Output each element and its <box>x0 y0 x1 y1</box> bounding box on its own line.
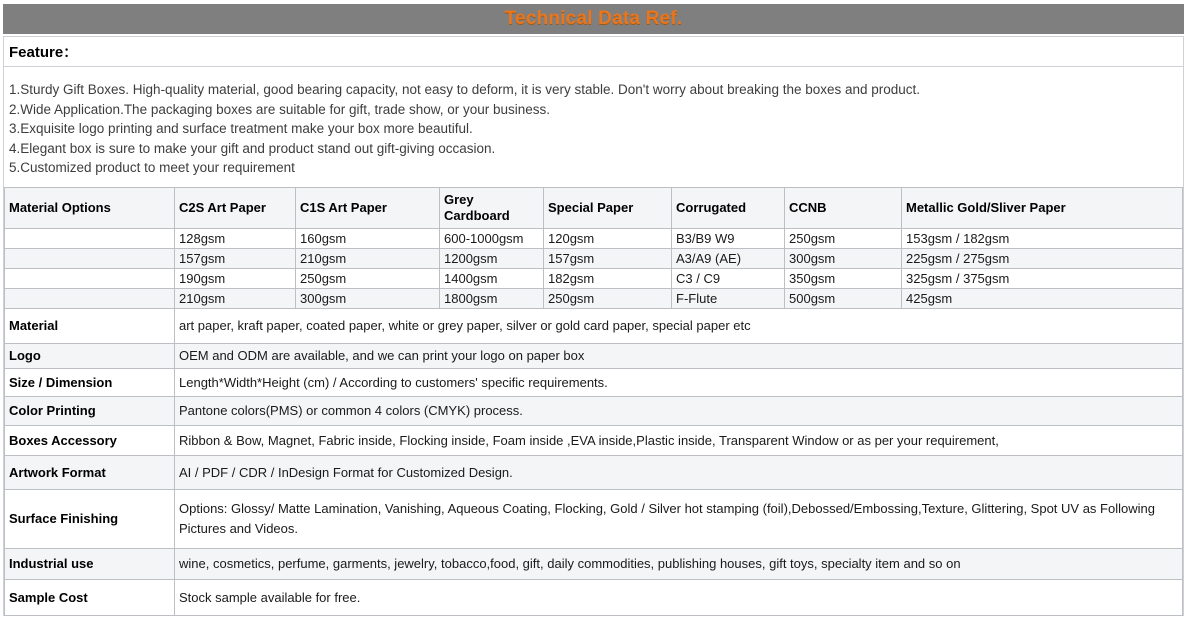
feature-heading: Feature： <box>4 37 1183 67</box>
col-header-c1s-art-paper: C1S Art Paper <box>296 187 440 228</box>
table-cell: A3/A9 (AE) <box>672 248 785 268</box>
table-cell: C3 / C9 <box>672 268 785 288</box>
table-row <box>5 579 1183 615</box>
table-cell: 120gsm <box>544 228 672 248</box>
table-row <box>5 228 1183 248</box>
table-cell: 425gsm <box>902 288 1183 308</box>
table-cell <box>5 288 175 308</box>
spec-value-boxes-accessory: Ribbon & Bow, Magnet, Fabric inside, Flocking inside, Foam inside ,EVA inside,Plastic inside, Transparent Window or as per your requirement, <box>175 425 1183 455</box>
table-cell: 160gsm <box>296 228 440 248</box>
table-row <box>5 489 1183 548</box>
table-cell <box>5 248 175 268</box>
spec-value-artwork-format: AI / PDF / CDR / InDesign Format for Customized Design. <box>175 455 1183 489</box>
spec-value-size-dimension: Length*Width*Height (cm) / According to customers' specific requirements. <box>175 368 1183 396</box>
spec-label-logo: Logo <box>5 343 175 368</box>
table-row <box>5 455 1183 489</box>
spec-label-size-dimension: Size / Dimension <box>5 368 175 396</box>
table-cell: 128gsm <box>175 228 296 248</box>
feature-item: 5.Customized product to meet your requirement <box>9 160 295 175</box>
feature-item: 4.Elegant box is sure to make your gift and product stand out gift-giving occasion. <box>9 140 496 156</box>
spec-label-sample-cost: Sample Cost <box>5 579 175 615</box>
spec-label-color-printing: Color Printing <box>5 396 175 425</box>
table-cell: 182gsm <box>544 268 672 288</box>
table-cell: 300gsm <box>296 288 440 308</box>
table-cell: 250gsm <box>785 228 902 248</box>
spec-value-color-printing: Pantone colors(PMS) or common 4 colors (CMYK) process. <box>175 396 1183 425</box>
spec-label-surface-finishing: Surface Finishing <box>5 489 175 548</box>
col-header-ccnb: CCNB <box>785 187 902 228</box>
feature-item: 2.Wide Application.The packaging boxes are suitable for gift, trade show, or your business. <box>9 101 551 117</box>
table-cell: 1800gsm <box>440 288 544 308</box>
table-row <box>5 288 1183 308</box>
spec-value-sample-cost: Stock sample available for free. <box>175 579 1183 615</box>
table-cell: 250gsm <box>544 288 672 308</box>
table-row <box>5 396 1183 425</box>
table-row <box>5 248 1183 268</box>
table-cell: 157gsm <box>175 248 296 268</box>
table-row <box>5 548 1183 579</box>
col-header-grey-cardboard: Grey Cardboard <box>440 187 544 228</box>
table-row <box>5 187 1183 228</box>
col-header-material-options: Material Options <box>5 187 175 228</box>
table-cell: 300gsm <box>785 248 902 268</box>
table-cell: B3/B9 W9 <box>672 228 785 248</box>
table-row <box>5 343 1183 368</box>
col-header-special-paper: Special Paper <box>544 187 672 228</box>
spec-label-industrial-use: Industrial use <box>5 548 175 579</box>
col-header-corrugated: Corrugated <box>672 187 785 228</box>
technical-data-table <box>4 187 1183 616</box>
spec-value-material: art paper, kraft paper, coated paper, white or grey paper, silver or gold card paper, special paper etc <box>175 308 1183 343</box>
table-cell: 325gsm / 375gsm <box>902 268 1183 288</box>
col-header-metallic-paper: Metallic Gold/Sliver Paper <box>902 187 1183 228</box>
table-cell: F-Flute <box>672 288 785 308</box>
page-title: Technical Data Ref. <box>504 8 683 29</box>
col-header-c2s-art-paper: C2S Art Paper <box>175 187 296 228</box>
spec-label-material: Material <box>5 308 175 343</box>
spec-label-artwork-format: Artwork Format <box>5 455 175 489</box>
table-cell: 250gsm <box>296 268 440 288</box>
table-cell: 1200gsm <box>440 248 544 268</box>
table-cell: 190gsm <box>175 268 296 288</box>
table-cell: 350gsm <box>785 268 902 288</box>
table-cell: 600-1000gsm <box>440 228 544 248</box>
table-cell <box>5 268 175 288</box>
spec-value-surface-finishing: Options: Glossy/ Matte Lamination, Vanishing, Aqueous Coating, Flocking, Gold / Silver hot stamping (foil),Debossed/Embossing,Texture, Glittering, Spot UV as Following Pictures and Videos. <box>175 489 1183 548</box>
table-cell: 1400gsm <box>440 268 544 288</box>
table-cell <box>5 228 175 248</box>
title-bar <box>3 4 1184 34</box>
feature-item: 1.Sturdy Gift Boxes. High-quality material, good bearing capacity, not easy to deform, it is very stable. Don't worry about breaking the boxes and product. <box>9 82 921 97</box>
table-cell: 157gsm <box>544 248 672 268</box>
table-cell: 210gsm <box>175 288 296 308</box>
feature-list <box>4 67 1183 187</box>
table-row <box>5 268 1183 288</box>
table-cell: 210gsm <box>296 248 440 268</box>
feature-item: 3.Exquisite logo printing and surface treatment make your box more beautiful. <box>9 121 473 136</box>
table-cell: 500gsm <box>785 288 902 308</box>
table-row <box>5 425 1183 455</box>
table-cell: 153gsm / 182gsm <box>902 228 1183 248</box>
spec-value-industrial-use: wine, cosmetics, perfume, garments, jewelry, tobacco,food, gift, daily commodities, publishing houses, gift toys, specialty item and so on <box>175 548 1183 579</box>
table-cell: 225gsm / 275gsm <box>902 248 1183 268</box>
spec-value-logo: OEM and ODM are available, and we can print your logo on paper box <box>175 343 1183 368</box>
content-box <box>3 36 1184 616</box>
spec-label-boxes-accessory: Boxes Accessory <box>5 425 175 455</box>
table-row <box>5 308 1183 343</box>
table-row <box>5 368 1183 396</box>
